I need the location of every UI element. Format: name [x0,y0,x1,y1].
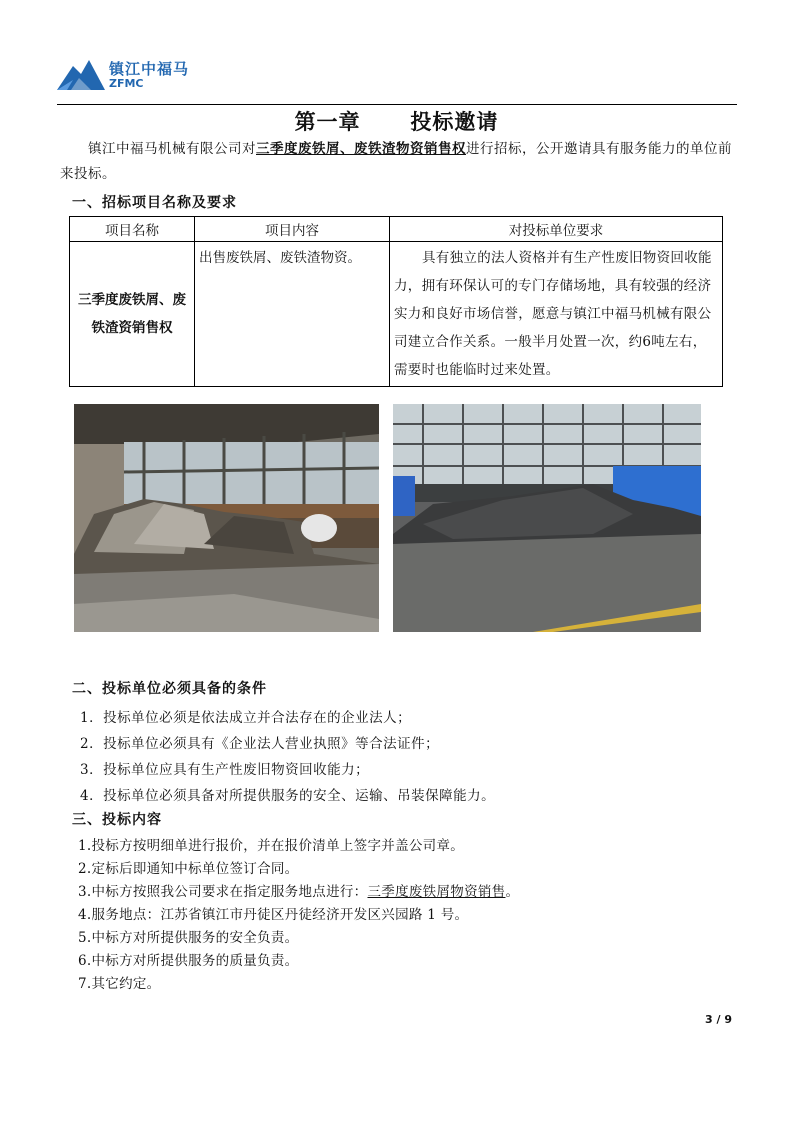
intro-paragraph [60,137,744,187]
table-row [70,242,723,387]
project-requirements-table [69,216,723,387]
section-title-project: 一、招标项目名称及要求 [72,195,237,211]
bid-content-item-6: 6.中标方对所提供服务的质量负责。 [78,953,299,969]
cell-bidder-requirements: 具有独立的法人资格并有生产性废旧物资回收能力，拥有环保认可的专门存储场地，具有较强的经济实力和良好市场信誉，愿意与镇江中福马机械有限公司建立合作关系。一般半月处置一次，约6吨左右，需要时也能临时过来处置。 [390,242,723,387]
page-number: 3 / 9 [705,1013,732,1026]
cell-project-name: 三季度废铁屑、废铁渣资销售权 [70,242,195,387]
condition-item-1: 1．投标单位必须是依法成立并合法存在的企业法人； [80,710,412,726]
intro-text-after: 进行招标，公开邀请具有服务能力的单位前来投标。 [60,141,732,182]
header-divider [57,104,737,105]
cell-project-content: 出售废铁屑、废铁渣物资。 [195,242,390,387]
company-logo [57,56,207,92]
photo-scrap-iron-pile [74,404,379,632]
bid-content-item-1: 1.投标方按明细单进行报价，并在报价清单上签字并盖公司章。 [78,838,465,854]
bid-content-item-2: 2.定标后即通知中标单位签订合同。 [78,861,299,877]
header-project-content: 项目内容 [195,217,390,242]
table-header-row [70,217,723,242]
intro-text-before: 镇江中福马机械有限公司对 [88,141,256,157]
section-title-conditions: 二、投标单位必须具备的条件 [72,681,267,697]
bid-content-item-3-after: 。 [505,884,520,900]
intro-project-name: 三季度废铁屑、废铁渣物资销售权 [256,141,466,157]
header-project-name: 项目名称 [70,217,195,242]
condition-item-4: 4．投标单位必须具备对所提供服务的安全、运输、吊装保障能力。 [80,788,496,804]
condition-item-2: 2．投标单位必须具有《企业法人营业执照》等合法证件； [80,736,440,752]
condition-item-3: 3．投标单位应具有生产性废旧物资回收能力； [80,762,370,778]
photo-scrap-slag-pile [393,404,701,632]
logo-english-text: ZFMC [109,77,144,90]
zfmc-mountain-icon [57,56,105,90]
bid-content-item-4: 4.服务地点：江苏省镇江市丹徒区丹徒经济开发区兴园路 1 号。 [78,907,469,923]
bid-content-item-3 [78,880,519,900]
section-title-bid-content: 三、投标内容 [72,812,162,828]
bid-content-item-3-underlined: 三季度废铁屑物资销售 [367,884,506,900]
bid-content-item-7: 7.其它约定。 [78,976,161,992]
header-bidder-requirements: 对投标单位要求 [390,217,723,242]
bid-content-item-3-before: 3.中标方按照我公司要求在指定服务地点进行： [78,884,368,900]
chapter-title: 第一章 投标邀请 [294,109,499,134]
bid-content-item-5: 5.中标方对所提供服务的安全负责。 [78,930,299,946]
logo-chinese-text: 镇江中福马 [109,60,190,78]
